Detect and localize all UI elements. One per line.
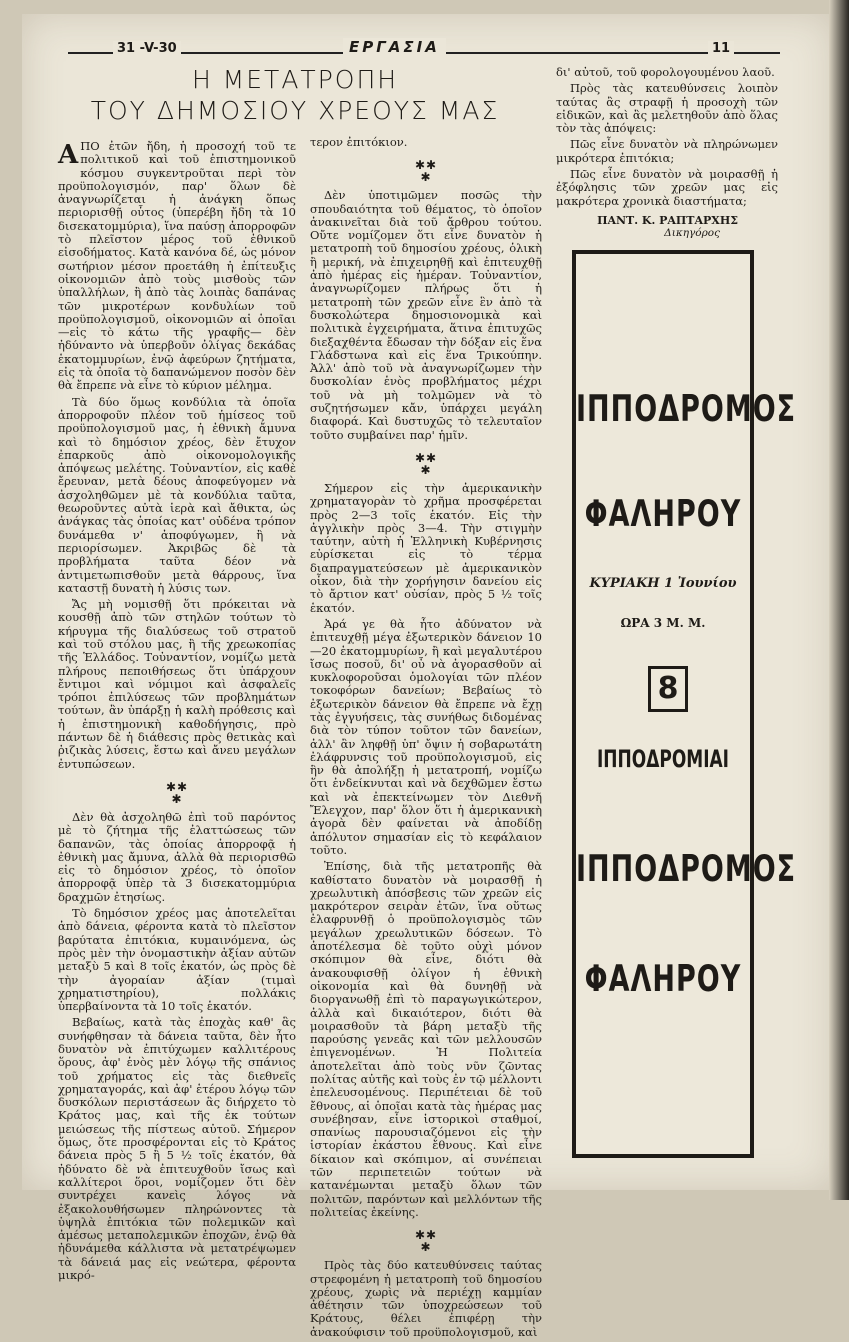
article-paragraph: ΑΠΟ ἐτῶν ἤδη, ἡ προσοχή τοῦ τε πολιτικοῦ καὶ τοῦ ἐπιστημονικοῦ κόσμου συγκεντροῦται περὶ τὸν προϋπολογισμόν, παρ' ὅλων δὲ ἀναγνωρίζεται ἡ ἀνάγκη ὅπως περιορισθῇ οὗτος (ὑπερέβη ἤδη τὰ 10 δισεκατομμύρια), ἵνα παύσῃ ἀπορροφῶν τὸ πλεῖστον μέρος τοῦ ἐθνικοῦ εἰσοδήματος. Κατὰ κανόνα δέ, ὡς μόνον σωτήριον μέσον προετάθη ἡ ἐπίτευξις οἰκονομιῶν ἀπὸ τοὺς μισθοὺς τῶν ὑπαλλήλων, ἢ ἀπὸ τὰς λοιπὰς δαπάνας τῶν μικροτέρων κονδυλίων τοῦ προϋπολογισμοῦ, οἰκονομιῶν αἱ ὁποῖαι —εἰς τὸ κάτω τῆς γραφῆς— δὲν ἠδύναντο νὰ ὑπερβοῦν ὀλίγας δεκάδας ἑκατομμυρίων, ἐνῷ ἀφεύρων ζητήματα, εἰς τὰ ὁποῖα τὸ δαπανώμενον ποσὸν δὲν θὰ ἔπρεπε νὰ εἶνε τὸ κύριον μέλημα. <box>58 139 296 393</box>
article-paragraph: Πρὸς τὰς κατευθύνσεις λοιπὸν ταύτας ἂς στραφῇ ἡ προσοχὴ τῶν εἰδικῶν, καὶ ἂς μελετηθοῦν ἀπὸ ὅλας τὸν τὰς ἀπόψεις: <box>556 81 778 136</box>
headline-line-1: Η ΜΕΤΑΤΡΟΠΗ <box>191 65 399 94</box>
author-signature: ΠΑΝΤ. Κ. ΡΑΠΤΑΡΧΗΣ <box>597 213 738 227</box>
article-paragraph: Ἀρά γε θὰ ἦτο ἀδύνατον νὰ ἐπιτευχθῇ μέγα ἐξωτερικὸν δάνειον 10—20 ἑκατομμυρίων, ἢ καὶ μεγαλυτέρου ἴσως ποσοῦ, δι' οὗ νὰ ἀγορασθοῦν αἱ κυκλοφοροῦσαι ὁμολογίαι τῶν πλέον τοκοφόρων δανείων; Βεβαίως τὸ ἐξωτερικὸν δάνειον θὰ ἔπρεπε νὰ ἔχῃ τὰς ἐγγυήσεις, τὰς συνήθως διδομένας διὰ τὸν τύπον τοῦτον τῶν δανείων, ἀλλ' ἂν ληφθῇ ὑπ' ὄψιν ἡ σοβαρωτάτη ἐλάφρυνσις τοῦ προϋπολογισμοῦ, εἰς ἣν θὰ ἀπολήξῃ ἡ μετατροπή, νομίζω ὅτι ἐνδείκνυται καὶ νὰ δεχθῶμεν ἔστω καὶ νὰ ἐπεκτείνωμεν τὸν Διεθνῆ Ἔλεγχον, παρ' ὅλον ὅτι ἡ ἀμερικανικὴ ἀγορὰ δὲν φαίνεται νὰ ἀποδίδῃ ἀπόλυτον σημασίαν εἰς τὸ κεφάλαιον τοῦτο. <box>310 616 542 857</box>
page-number: 11 <box>708 41 734 56</box>
article-paragraph: Βεβαίως, κατὰ τὰς ἐποχὰς καθ' ἃς συνήφθησαν τὰ δάνεια ταῦτα, δὲν ἦτο δυνατὸν νὰ ἐπιτύχωμεν καλλιτέρους ὅρους, ἀφ' ἑνὸς μὲν λόγῳ τῆς σπάνιος τοῦ χρήματος εἰς τὰς διεθνεῖς χρηματαγοράς, καὶ ἀφ' ἑτέρου λόγῳ τῶν δυσκόλων περιστάσεων ἃς διήρχετο τὸ Κράτος μας, καὶ τῆς ἐκ τούτων μειώσεως τῆς πίστεως αὐτοῦ. Σήμερον ὅμως, ὅτε προσφέρονται εἰς τὸ Κράτος δάνεια πρὸς 5 ἢ 5 ½ τοῖς ἑκατόν, θὰ ἠδύνατο δὲ νὰ ἐπιτευχθοῦν ἴσως καὶ καλλίτεροι ὅροι, νομίζομεν ὅτι δὲν συντρέχει κανεὶς λόγος νὰ ἐξακολουθήσωμεν πληρώνοντες τὰ ὑψηλὰ ἐπιτόκια τῶν πολεμικῶν καὶ ἀμέσως μεταπολεμικῶν ἐποχῶν, ἐνῷ θὰ ἠδυνάμεθα κάλλιστα νὰ μετατρέψωμεν τὰ δάνειά μας εἰς νεώτερα, φέροντα μικρό- <box>58 1015 296 1283</box>
drop-cap: Α <box>58 140 79 170</box>
issue-date: 31 -V-30 <box>113 41 181 56</box>
ad-title-2: ΦΑΛΗΡΟΥ <box>584 493 742 536</box>
ad-races: ΙΠΠΟΔΡΟΜΙΑΙ <box>596 746 730 774</box>
ad-title-1: ΙΠΠΟΔΡΟΜΟΣ <box>576 388 797 431</box>
article-paragraph: Σήμερον εἰς τὴν ἀμερικανικὴν χρηματαγορὰν τὸ χρῆμα προσφέρεται πρὸς 2—3 τοῖς ἑκατόν. Εἰς τὴν ἀγγλικὴν πρὸς 3—4. Τὴν στιγμὴν ταύτην, αὐτὴ ἡ Ἑλληνικὴ Κυβέρνησις εὑρίσκεται εἰς τὸ τέρμα διαπραγματεύσεων μὲ ἀμερικανικὸν οἶκον, διὰ τὴν χορήγησιν δανείου εἰς τὸ ἄρτιον κατ' οὐσίαν, πρὸς 5 ½ τοῖς ἑκατόν. <box>310 480 542 615</box>
article-column-2 <box>310 136 542 1342</box>
section-separator: ✱✱ ✱ <box>414 450 438 477</box>
headline-line-2: ΤΟΥ ΔΗΜΟΣΙΟΥ ΧΡΕΟΥΣ ΜΑΣ <box>90 96 500 125</box>
racecourse-advertisement <box>572 250 797 1158</box>
ad-time: ΩΡΑ 3 Μ. Μ. <box>620 616 706 630</box>
page-binding-edge <box>829 0 849 1200</box>
race-count-box <box>648 666 688 712</box>
article-paragraph: Τὰ δύο ὅμως κονδύλια τὰ ὁποῖα ἀπορροφοῦν πλέον τοῦ ἡμίσεος τοῦ προϋπολογισμοῦ μας, ἡ ἐθνικὴ ἄμυνα καὶ τὸ δημόσιον χρέος, δὲν ἔτυχον ἐπαρκοῦς ἀπὸ οἰκονομολογικῆς ἀπόψεως μελέτης. Τοὐναντίον, εἰς καθὲ ἔρευναν, μετὰ δέους ἀποφεύγομεν νὰ ἀσχοληθῶμεν μὲ τὰ κονδύλια ταῦτα, θεωροῦντες αὐτὰ ἱερὰ καὶ ἄθικτα, ὡς ἀνάγκας τὰς ὁποίας κατ' οὐδένα τρόπον δυνάμεθα ν' ἀποφύγωμεν, ἢ νὰ περιορίσωμεν. Ἀκριβῶς δὲ τὰ προβλήματα ταῦτα δέον νὰ ἀντιμετωπισθοῦν μετὰ θάρρους, ἵνα καταστῇ δυνατὴ ἡ λύσις των. <box>58 394 296 595</box>
page-header <box>68 34 780 58</box>
ad-title-4: ΦΑΛΗΡΟΥ <box>584 958 742 1001</box>
article-paragraph: Ἄς μὴ νομισθῇ ὅτι πρόκειται νὰ κουσθῇ ἀπὸ τῶν στηλῶν τούτων τὸ κήρυγμα τῆς διαλύσεως τοῦ στρατοῦ καὶ τοῦ στόλου μας, ἢ τῆς χρεωκοπίας τῆς Ἑλλάδος. Τοὐναντίον, νομίζω μετὰ πλήρους πεποιθήσεως ὅτι ὑπάρχουν ἔντιμοι καὶ νόμιμοι καὶ ἀσφαλεῖς τρόποι ἐπιλύσεως τῶν προβλημάτων τούτων, ἂν ὑπάρξῃ ἡ καλὴ πρόθεσις καὶ ἡ ἐπιστημονικὴ καθοδήγησις, πρὸ πάντων δὲ ἡ διάθεσις πρὸς θετικὰς καὶ ῥιζικὰς λύσεις, ἔστω καὶ ἄνευ μεγάλων ἐντυπώσεων. <box>58 597 296 771</box>
article-paragraph: Πῶς εἶνε δυνατὸν νὰ πληρώνωμεν μικρότερα ἐπιτόκια; <box>556 137 778 165</box>
article-column-1 <box>58 140 296 1285</box>
publication-title: ΕΡΓΑΣΙΑ <box>343 38 446 56</box>
race-count: 8 <box>657 671 679 706</box>
article-column-3 <box>556 66 778 241</box>
section-separator: ✱✱ ✱ <box>414 158 438 185</box>
article-paragraph: Ἐπίσης, διὰ τῆς μετατροπῆς θὰ καθίστατο δυνατὸν νὰ μοιρασθῇ ἡ χρεωλυτικὴ ἀπόσβεσις τῶν χρεῶν εἰς μακρότερον σειρὰν ἐτῶν, ἵνα οὕτως ἐλαφρυνθῇ ὁ προϋπολογισμὸς τῶν μεγάλων χρεωλυτικῶν δόσεων. Τὸ ἀποτέλεσμα δὲ τοῦτο οὐχὶ μόνον σκόπιμον θὰ εἶνε, διότι θὰ ἀνακουφισθῇ ὀλίγον ἡ ἐθνικὴ οἰκονομία καὶ θὰ δυνηθῇ νὰ διοργανωθῇ ἐπὶ τὸ παραγωγικώτερον, ἀλλὰ καὶ δικαιότερον, διότι θὰ μοιρασθοῦν τὰ βάρη μεταξὺ τῆς παρούσης γενεᾶς καὶ τῶν μελλουσῶν ἐπιγενομένων. Ἡ Πολιτεία ἀποτελεῖται ἀπὸ τοὺς νῦν ζῶντας πολίτας αὐτῆς καὶ τοὺς ἐν τῷ μέλλοντι ἐπελευσομένους. Περιπέτειαι δὲ τοῦ ἔθνους, αἱ ὁποῖαι κατὰ τὰς ἡμέρας μας συνέβησαν, εἶνε ἱστορικοὶ σταθμοί, σπανίως παρουσιαζόμενοι εἰς τὴν ἱστορίαν ἑκάστου ἔθνους. Καὶ εἶνε δίκαιον καὶ σκόπιμον, αἱ συνέπειαι τῶν περιπετειῶν τούτων νὰ κατανέμωνται μεταξὺ ὅλων τῶν πολιτῶν, παρόντων καὶ μελλόντων τῆς πολιτείας ἐκείνης. <box>310 859 542 1219</box>
article-headline <box>60 64 530 126</box>
article-paragraph: Δὲν θὰ ἀσχοληθῶ ἐπὶ τοῦ παρόντος μὲ τὸ ζήτημα τῆς ἐλαττώσεως τῶν δαπανῶν, τὰς ὁποίας ἀπορροφᾷ ἡ ἐθνικὴ μας ἄμυνα, ἀλλὰ θὰ περιορισθῶ εἰς τὸ δημόσιον χρέος, τὸ ὁποῖον ἀπορροφᾷ ὑπὲρ τὰ 3 δισεκατομμύρια δραχμῶν ἐτησίως. <box>58 809 296 904</box>
article-paragraph: τερον ἐπιτόκιον. <box>310 135 408 149</box>
article-paragraph: Πρὸς τὰς δύο κατευθύνσεις ταύτας στρεφομένη ἡ μετατροπὴ τοῦ δημοσίου χρέους, χωρὶς νὰ περιέχῃ καμμίαν ἀθέτησιν τῶν ὑποχρεώσεων τοῦ Κράτους, θέλει ἐπιφέρῃ τὴν ἀνακούφισιν τοῦ προϋπολογισμοῦ, καὶ <box>310 1258 542 1339</box>
section-separator: ✱✱ ✱ <box>414 1228 438 1255</box>
article-paragraph: Πῶς εἶνε δυνατὸν νὰ μοιρασθῇ ἡ ἐξόφλησις τῶν χρεῶν μας εἰς μακρότερα χρονικὰ διαστήματα; <box>556 167 778 208</box>
ad-title-3: ΙΠΠΟΔΡΟΜΟΣ <box>576 848 797 891</box>
article-paragraph: Τὸ δημόσιον χρέος μας ἀποτελεῖται ἀπὸ δάνεια, φέροντα κατὰ τὸ πλεῖστον βαρύτατα ἐπιτόκια, κυμαινόμενα, ὡς πρὸς μὲν τὴν ὀνομαστικὴν ἀξίαν αὐτῶν μεταξὺ 5 καὶ 8 τοῖς ἑκατόν, ὡς πρὸς δὲ τὴν ἀγοραίαν ἀξίαν (τιμαὶ χρηματιστηρίου), πολλάκις ὑπερβαίνοντα τὰ 10 τοῖς ἑκατόν. <box>58 906 296 1014</box>
section-separator: ✱✱ ✱ <box>165 779 189 806</box>
ad-date: ΚΥΡΙΑΚΗ 1 Ἰουνίου <box>589 576 737 591</box>
article-paragraph: δι' αὐτοῦ, τοῦ φορολογουμένου λαοῦ. <box>556 65 775 79</box>
author-role: Δικηγόρος <box>664 227 720 240</box>
article-paragraph: Δὲν ὑποτιμῶμεν ποσῶς τὴν σπουδαιότητα τοῦ θέματος, τὸ ὁποῖον ἀνακινεῖται διὰ τοῦ ἄρθρου τούτου. Οὔτε νομίζομεν ὅτι εἶνε δυνατὸν ἡ μετατροπὴ τοῦ δημοσίου χρέους, ὁλικὴ ἢ μερική, νὰ ἐπιχειρηθῇ καὶ ἐπιτευχθῇ ἀπὸ ἡμέρας εἰς ἡμέραν. Τοὐναντίον, ἀναγνωρίζομεν πλήρως ὅτι ἡ μετατροπὴ τῶν χρεῶν εἶνε ἓν ἀπὸ τὰ δυσκολώτερα δημοσιονομικὰ καὶ πολιτικὰ ἐγχειρήματα, ἅτινα ἐπιτυχῶς διεξαχθέντα ἔδωσαν τὴν δόξαν εἰς ἕνα Γλάδστωνα καὶ εἰς ἕνα Τρικούπην. Ἀλλ' ἀπὸ τοῦ νὰ ἀναγνωρίζωμεν τὴν δυσκολίαν ἑνὸς προβλήματος μέχρι τοῦ νὰ μὴ τολμῶμεν νὰ τὸ συζητήσωμεν κἄν, ὑπάρχει μεγάλη διαφορά. Καὶ δυστυχῶς τὸ τελευταῖον τοῦτο συμβαίνει παρ' ἡμῖν. <box>310 188 542 442</box>
